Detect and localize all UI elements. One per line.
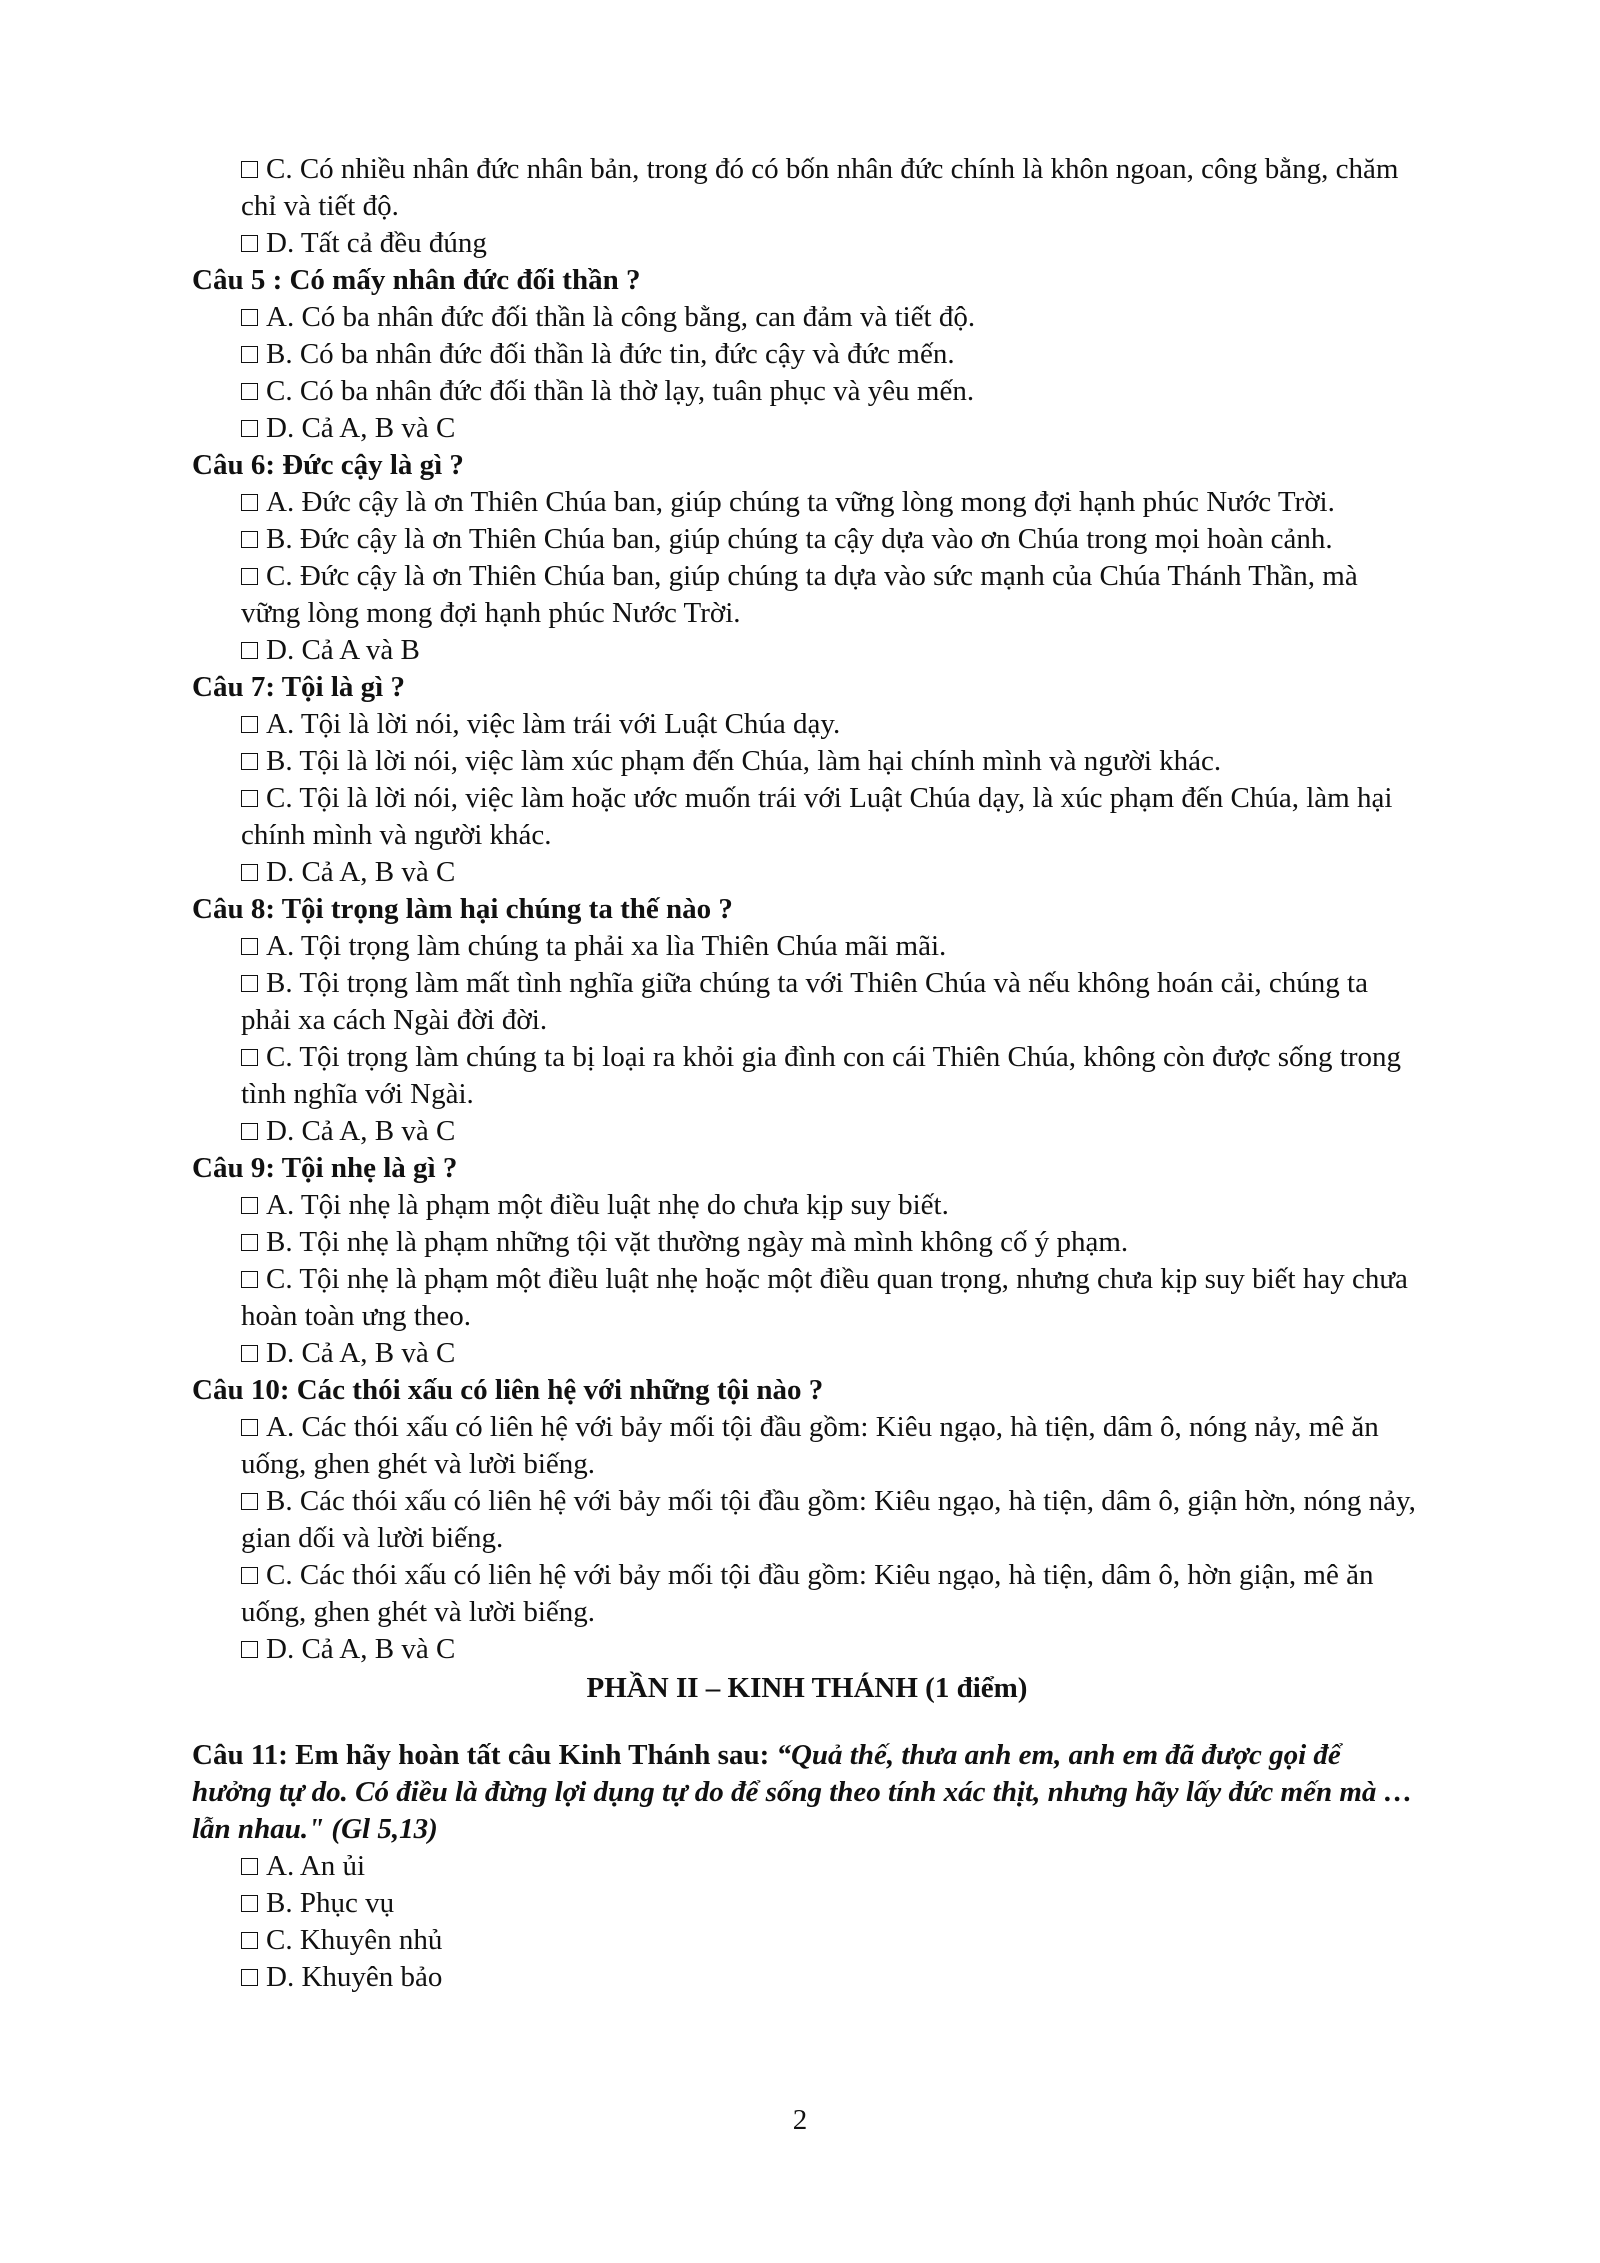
- answer-option-text: A. Có ba nhân đức đối thần là công bằng, can đảm và tiết độ.: [266, 301, 976, 333]
- checkbox-icon[interactable]: [241, 1345, 258, 1362]
- answer-option-text: B. Đức cậy là ơn Thiên Chúa ban, giúp chúng ta cậy dựa vào ơn Chúa trong mọi hoàn cảnh.: [266, 523, 1333, 555]
- question-heading: Câu 10: Các thói xấu có liên hệ với những tội nào ?: [192, 1374, 824, 1406]
- question-heading: Câu 6: Đức cậy là gì ?: [192, 449, 464, 481]
- answer-option[interactable]: [192, 225, 1422, 262]
- question-heading: Câu 5 : Có mấy nhân đức đối thần ?: [192, 264, 641, 296]
- answer-option-text: D. Cả A, B và C: [266, 1115, 456, 1147]
- answer-option[interactable]: [192, 151, 1422, 225]
- answer-option[interactable]: [192, 521, 1422, 558]
- answer-option[interactable]: [192, 410, 1422, 447]
- answer-option[interactable]: [192, 558, 1422, 632]
- answer-option[interactable]: [192, 965, 1422, 1039]
- answer-option-text: B. Có ba nhân đức đối thần là đức tin, đức cậy và đức mến.: [266, 338, 955, 370]
- answer-option[interactable]: [192, 1113, 1422, 1150]
- checkbox-icon[interactable]: [241, 568, 258, 585]
- answer-option-text: C. Tội nhẹ là phạm một điều luật nhẹ hoặc một điều quan trọng, nhưng chưa kịp suy biết hay chưa hoàn toàn ưng theo.: [241, 1263, 1408, 1332]
- answer-option[interactable]: [192, 743, 1422, 780]
- answer-option[interactable]: [192, 780, 1422, 854]
- checkbox-icon[interactable]: [241, 1234, 258, 1251]
- checkbox-icon[interactable]: [241, 753, 258, 770]
- checkbox-icon[interactable]: [241, 1858, 258, 1875]
- answer-option-text: B. Tội nhẹ là phạm những tội vặt thường ngày mà mình không cố ý phạm.: [266, 1226, 1129, 1258]
- answer-option-text: C. Tội là lời nói, việc làm hoặc ước muốn trái với Luật Chúa dạy, là xúc phạm đến Chúa, làm hại chính mình và người khác.: [241, 782, 1393, 851]
- answer-option[interactable]: [192, 1557, 1422, 1631]
- answer-option[interactable]: [192, 373, 1422, 410]
- answer-option-text: A. Tội là lời nói, việc làm trái với Luật Chúa dạy.: [266, 708, 841, 740]
- question-11-options: [192, 1848, 1422, 1996]
- question-11-quote: “Quả thế, thưa anh em, anh em đã được gọi để hưởng tự do. Có điều là đừng lợi dụng tự do để sống theo tính xác thịt, nhưng hãy lấy đức mến mà … lẫn nhau." (Gl 5,13): [192, 1739, 1413, 1845]
- answer-option-text: D. Cả A và B: [266, 634, 420, 666]
- checkbox-icon[interactable]: [241, 1969, 258, 1986]
- answer-option[interactable]: [192, 928, 1422, 965]
- answer-option[interactable]: [192, 706, 1422, 743]
- answer-option[interactable]: [192, 1922, 1422, 1959]
- checkbox-icon[interactable]: [241, 790, 258, 807]
- answer-option[interactable]: [192, 1335, 1422, 1372]
- checkbox-icon[interactable]: [241, 235, 258, 252]
- answer-option[interactable]: [192, 484, 1422, 521]
- document-page: [192, 151, 1422, 1996]
- answer-option-text: D. Tất cả đều đúng: [266, 227, 487, 259]
- question-heading: Câu 9: Tội nhẹ là gì ?: [192, 1152, 458, 1184]
- answer-option[interactable]: [192, 1224, 1422, 1261]
- page-number: 2: [792, 2104, 808, 2136]
- answer-option[interactable]: [192, 1631, 1422, 1668]
- checkbox-icon[interactable]: [241, 1932, 258, 1949]
- checkbox-icon[interactable]: [241, 1567, 258, 1584]
- answer-option-text: D. Cả A, B và C: [266, 412, 456, 444]
- answer-option-text: A. Tội nhẹ là phạm một điều luật nhẹ do chưa kịp suy biết.: [266, 1189, 949, 1221]
- answer-option[interactable]: [192, 336, 1422, 373]
- answer-option[interactable]: [192, 1885, 1422, 1922]
- question-heading: Câu 8: Tội trọng làm hại chúng ta thế nào ?: [192, 893, 733, 925]
- answer-option-text: C. Khuyên nhủ: [266, 1924, 443, 1956]
- question-list: [192, 151, 1422, 1707]
- answer-option-text: A. Đức cậy là ơn Thiên Chúa ban, giúp chúng ta vững lòng mong đợi hạnh phúc Nước Trời.: [266, 486, 1335, 518]
- question-heading: Câu 7: Tội là gì ?: [192, 671, 405, 703]
- checkbox-icon[interactable]: [241, 1641, 258, 1658]
- checkbox-icon[interactable]: [241, 1419, 258, 1436]
- checkbox-icon[interactable]: [241, 494, 258, 511]
- answer-option[interactable]: [192, 1187, 1422, 1224]
- checkbox-icon[interactable]: [241, 420, 258, 437]
- answer-option-text: B. Tội là lời nói, việc làm xúc phạm đến Chúa, làm hại chính mình và người khác.: [266, 745, 1222, 777]
- answer-option[interactable]: [192, 1959, 1422, 1996]
- answer-option[interactable]: [192, 632, 1422, 669]
- checkbox-icon[interactable]: [241, 531, 258, 548]
- answer-option-text: C. Tội trọng làm chúng ta bị loại ra khỏi gia đình con cái Thiên Chúa, không còn được sống trong tình nghĩa với Ngài.: [241, 1041, 1402, 1110]
- answer-option[interactable]: [192, 299, 1422, 336]
- answer-option-text: B. Phục vụ: [266, 1887, 395, 1919]
- checkbox-icon[interactable]: [241, 1895, 258, 1912]
- checkbox-icon[interactable]: [241, 1049, 258, 1066]
- answer-option-text: C. Đức cậy là ơn Thiên Chúa ban, giúp chúng ta dựa vào sức mạnh của Chúa Thánh Thần, mà vững lòng mong đợi hạnh phúc Nước Trời.: [241, 560, 1358, 629]
- checkbox-icon[interactable]: [241, 161, 258, 178]
- checkbox-icon[interactable]: [241, 642, 258, 659]
- answer-option[interactable]: [192, 854, 1422, 891]
- checkbox-icon[interactable]: [241, 1123, 258, 1140]
- answer-option-text: B. Tội trọng làm mất tình nghĩa giữa chúng ta với Thiên Chúa và nếu không hoán cải, chúng ta phải xa cách Ngài đời đời.: [241, 967, 1368, 1036]
- checkbox-icon[interactable]: [241, 1271, 258, 1288]
- checkbox-icon[interactable]: [241, 864, 258, 881]
- answer-option[interactable]: [192, 1039, 1422, 1113]
- checkbox-icon[interactable]: [241, 309, 258, 326]
- answer-option-text: B. Các thói xấu có liên hệ với bảy mối tội đầu gồm: Kiêu ngạo, hà tiện, dâm ô, giận hờn, nóng nảy, gian dối và lười biếng.: [241, 1485, 1416, 1554]
- answer-option-text: D. Khuyên bảo: [266, 1961, 443, 1993]
- question-11: [192, 1737, 1422, 1848]
- checkbox-icon[interactable]: [241, 1197, 258, 1214]
- answer-option-text: A. Các thói xấu có liên hệ với bảy mối tội đầu gồm: Kiêu ngạo, hà tiện, dâm ô, nóng nảy, mê ăn uống, ghen ghét và lười biếng.: [241, 1411, 1379, 1480]
- answer-option-text: A. An ủi: [266, 1850, 366, 1882]
- answer-option-text: C. Có ba nhân đức đối thần là thờ lạy, tuân phục và yêu mến.: [266, 375, 975, 407]
- section-title: PHẦN II – KINH THÁNH (1 điểm): [586, 1672, 1028, 1704]
- checkbox-icon[interactable]: [241, 938, 258, 955]
- checkbox-icon[interactable]: [241, 1493, 258, 1510]
- checkbox-icon[interactable]: [241, 346, 258, 363]
- answer-option[interactable]: [192, 1483, 1422, 1557]
- answer-option[interactable]: [192, 1848, 1422, 1885]
- answer-option-text: D. Cả A, B và C: [266, 856, 456, 888]
- answer-option-text: C. Có nhiều nhân đức nhân bản, trong đó có bốn nhân đức chính là khôn ngoan, công bằng, chăm chỉ và tiết độ.: [241, 153, 1399, 222]
- checkbox-icon[interactable]: [241, 716, 258, 733]
- answer-option-text: D. Cả A, B và C: [266, 1337, 456, 1369]
- answer-option-text: C. Các thói xấu có liên hệ với bảy mối tội đầu gồm: Kiêu ngạo, hà tiện, dâm ô, hờn giận, mê ăn uống, ghen ghét và lười biếng.: [241, 1559, 1374, 1628]
- answer-option-text: A. Tội trọng làm chúng ta phải xa lìa Thiên Chúa mãi mãi.: [266, 930, 947, 962]
- question-11-lead: Câu 11: Em hãy hoàn tất câu Kinh Thánh sau:: [192, 1739, 777, 1771]
- answer-option[interactable]: [192, 1261, 1422, 1335]
- checkbox-icon[interactable]: [241, 975, 258, 992]
- answer-option[interactable]: [192, 1409, 1422, 1483]
- answer-option-text: D. Cả A, B và C: [266, 1633, 456, 1665]
- checkbox-icon[interactable]: [241, 383, 258, 400]
